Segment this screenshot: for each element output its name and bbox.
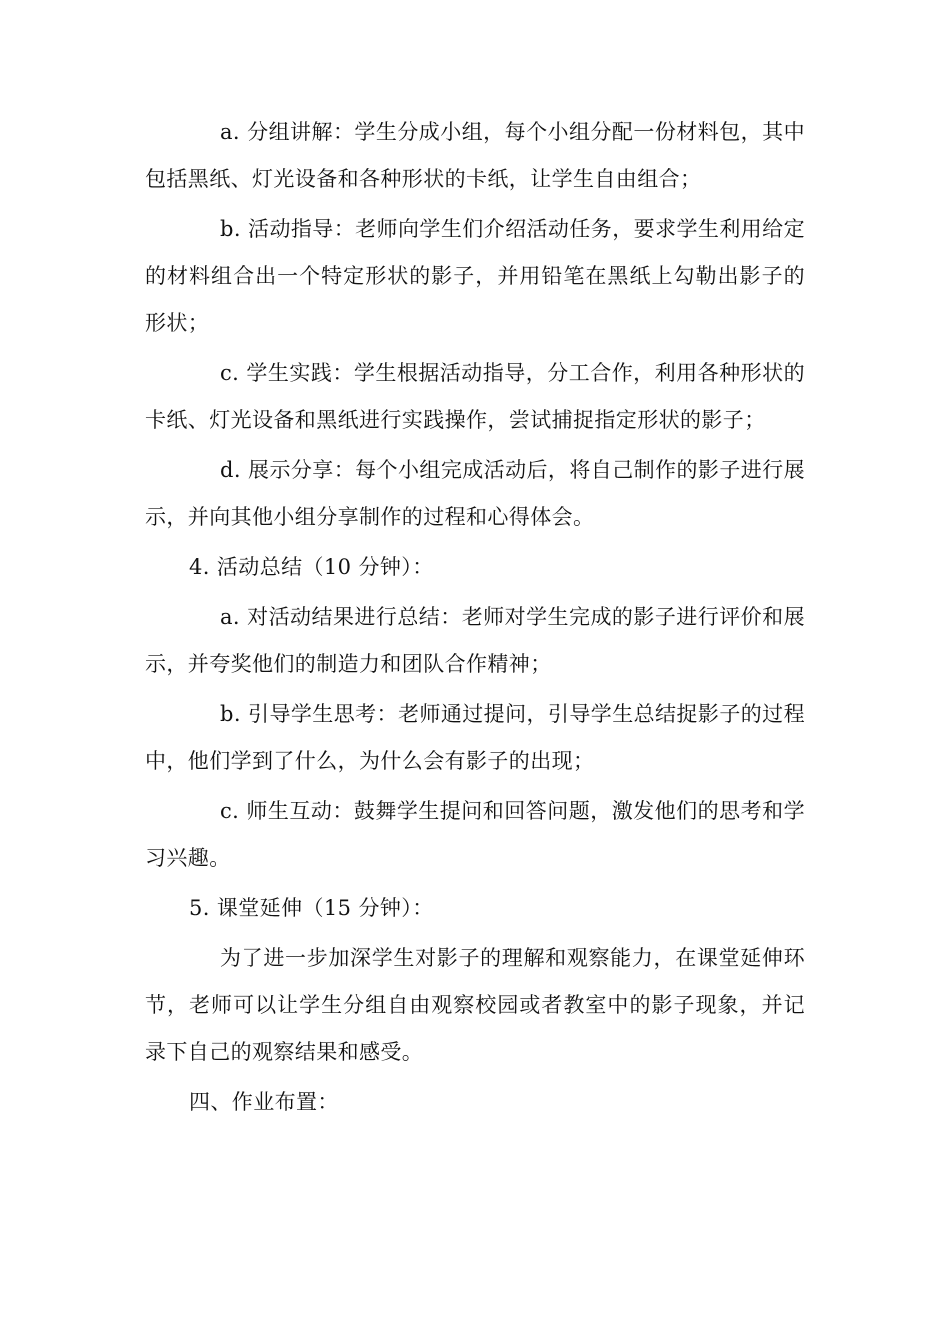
paragraph-group-explanation: a. 分组讲解：学生分成小组，每个小组分配一份材料包，其中包括黑纸、灯光设备和各种形状的卡纸，让学生自由组合； [145,120,805,191]
paragraph-extension-body: 为了进一步加深学生对影子的理解和观察能力，在课堂延伸环节，老师可以让学生分组自由观察校园或者教室中的影子现象，并记录下自己的观察结果和感受。 [145,946,805,1064]
paragraph-display-sharing: d. 展示分享：每个小组完成活动后，将自己制作的影子进行展示，并向其他小组分享制作的过程和心得体会。 [145,458,805,529]
paragraph-activity-guidance: b. 活动指导：老师向学生们介绍活动任务，要求学生利用给定的材料组合出一个特定形状的影子，并用铅笔在黑纸上勾勒出影子的形状； [145,217,805,335]
paragraph-guide-thinking: b. 引导学生思考：老师通过提问，引导学生总结捉影子的过程中，他们学到了什么，为什么会有影子的出现； [145,702,805,773]
paragraph-summarize-results: a. 对活动结果进行总结：老师对学生完成的影子进行评价和展示，并夸奖他们的制造力和团队合作精神； [145,605,805,676]
document-body [145,109,805,1126]
paragraph-student-practice: c. 学生实践：学生根据活动指导，分工合作，利用各种形状的卡纸、灯光设备和黑纸进行实践操作，尝试捕捉指定形状的影子； [145,361,805,432]
heading-homework: 四、作业布置： [189,1090,339,1114]
paragraph-teacher-student-interaction: c. 师生互动：鼓舞学生提问和回答问题，激发他们的思考和学习兴趣。 [145,799,805,870]
heading-class-extension: 5. 课堂延伸（15 分钟）： [189,896,434,920]
heading-activity-summary: 4. 活动总结（10 分钟）： [189,555,434,579]
